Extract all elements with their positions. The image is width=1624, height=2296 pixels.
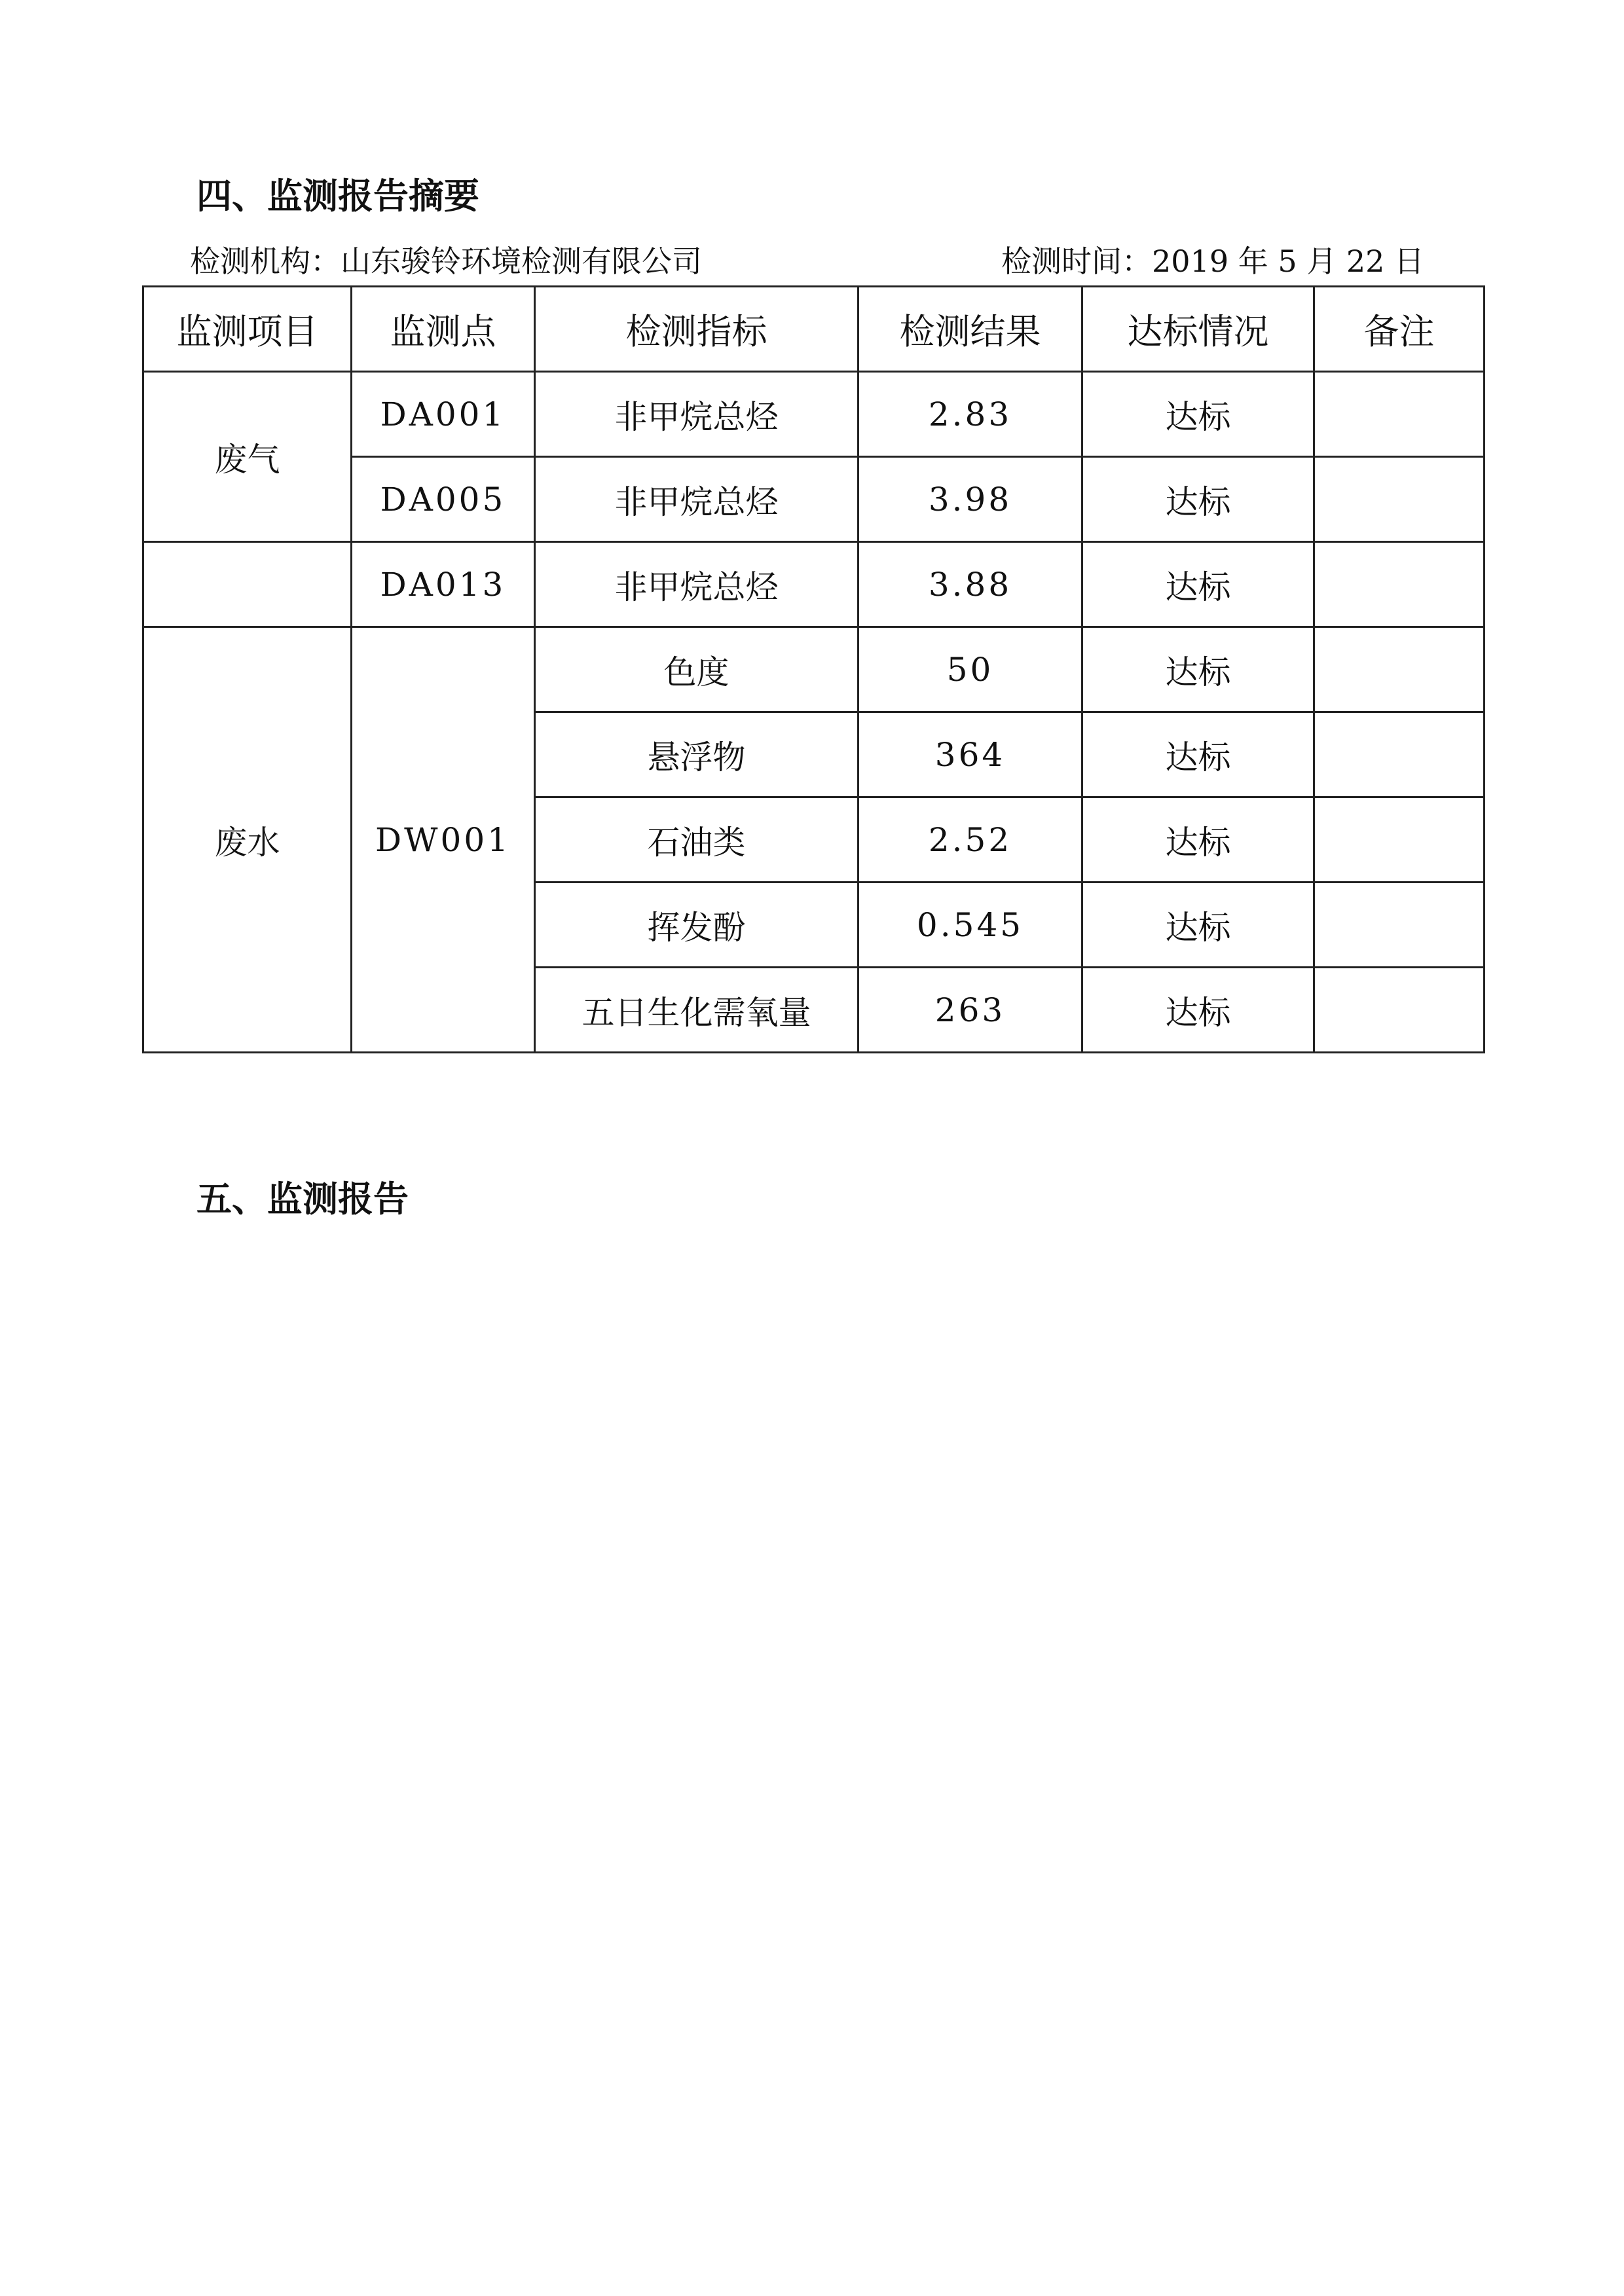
status-cell: 达标: [1082, 627, 1314, 712]
note-cell: [1314, 968, 1485, 1053]
status-cell: 达标: [1082, 457, 1314, 542]
status-cell: 达标: [1082, 883, 1314, 968]
status-cell: 达标: [1082, 968, 1314, 1053]
point-cell: DA001: [352, 372, 535, 457]
indicator-cell: 非甲烷总烃: [535, 372, 858, 457]
result-cell: 263: [858, 968, 1082, 1053]
result-cell: 2.83: [858, 372, 1082, 457]
result-cell: 0.545: [858, 883, 1082, 968]
section-four-heading: 四、监测报告摘要: [196, 175, 479, 217]
note-cell: [1314, 797, 1485, 883]
status-cell: 达标: [1082, 542, 1314, 627]
note-cell: [1314, 542, 1485, 627]
point-cell: DA005: [352, 457, 535, 542]
indicator-cell: 非甲烷总烃: [535, 457, 858, 542]
status-cell: 达标: [1082, 797, 1314, 883]
table-row: [143, 542, 1485, 627]
status-cell: 达标: [1082, 372, 1314, 457]
point-cell: DA013: [352, 542, 535, 627]
category-cell: 废气: [143, 372, 352, 542]
header-compliance: 达标情况: [1082, 287, 1314, 372]
indicator-cell: 挥发酚: [535, 883, 858, 968]
testing-agency: 检测机构：山东骏铃环境检测有限公司: [190, 244, 702, 279]
table-row: [143, 372, 1485, 457]
table-row: [143, 627, 1485, 712]
header-test-indicator: 检测指标: [535, 287, 858, 372]
result-cell: 364: [858, 712, 1082, 797]
header-monitoring-item: 监测项目: [143, 287, 352, 372]
status-cell: 达标: [1082, 712, 1314, 797]
point-cell: DW001: [352, 627, 535, 1053]
note-cell: [1314, 883, 1485, 968]
indicator-cell: 五日生化需氧量: [535, 968, 858, 1053]
header-remarks: 备注: [1314, 287, 1485, 372]
indicator-cell: 非甲烷总烃: [535, 542, 858, 627]
note-cell: [1314, 712, 1485, 797]
header-test-result: 检测结果: [858, 287, 1082, 372]
testing-date: 检测时间：2019 年 5 月 22 日: [1001, 244, 1424, 279]
result-cell: 3.98: [858, 457, 1082, 542]
category-cell: 废水: [143, 627, 352, 1053]
result-cell: 3.88: [858, 542, 1082, 627]
section-five-heading: 五、监测报告: [196, 1178, 409, 1220]
table-header-row: [143, 287, 1485, 372]
indicator-cell: 石油类: [535, 797, 858, 883]
indicator-cell: 悬浮物: [535, 712, 858, 797]
monitoring-summary-table: [142, 285, 1485, 1053]
result-cell: 2.52: [858, 797, 1082, 883]
note-cell: [1314, 627, 1485, 712]
note-cell: [1314, 372, 1485, 457]
result-cell: 50: [858, 627, 1082, 712]
note-cell: [1314, 457, 1485, 542]
header-monitoring-point: 监测点: [352, 287, 535, 372]
indicator-cell: 色度: [535, 627, 858, 712]
category-cell: [143, 542, 352, 627]
